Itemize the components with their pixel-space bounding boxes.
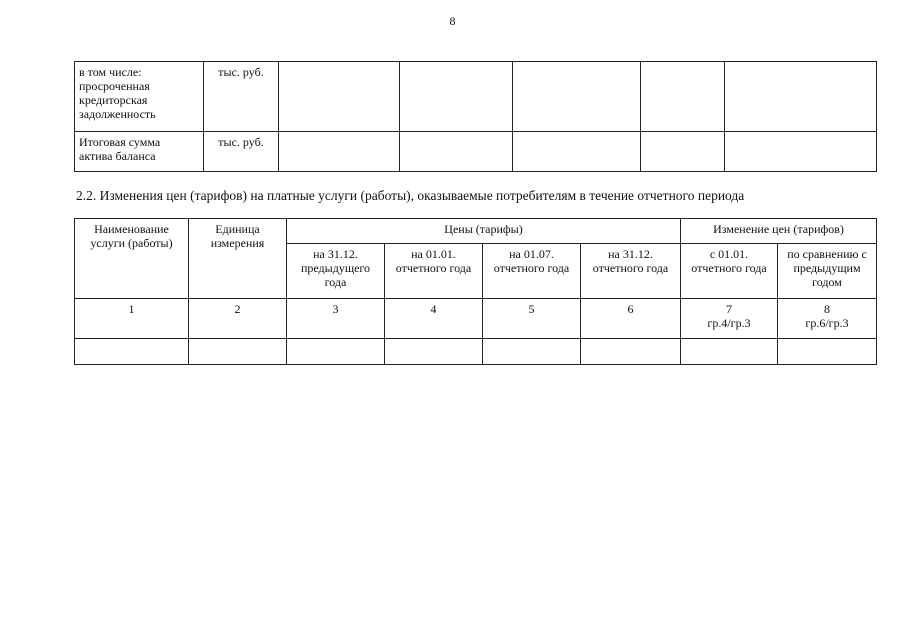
column-formula: гр.6/гр.3 [805,316,849,330]
header-line: с 01.01. [709,247,749,261]
empty-cell [778,339,877,365]
prices-table [74,218,877,365]
empty-cell [681,339,778,365]
column-number-row [75,299,877,339]
label-line: просроченная [79,79,150,93]
header-change-group: Изменение цен (тарифов) [681,219,877,244]
header-line: на 01.07. [509,247,554,261]
empty-cell [400,62,513,132]
empty-cell [725,62,877,132]
header-line: отчетного года [395,261,472,275]
header-line: отчетного года [493,261,570,275]
empty-cell [725,132,877,172]
header-change-col [681,244,778,299]
column-number [778,299,877,339]
header-line: на 31.12. [313,247,358,261]
page-number: 8 [449,14,456,28]
column-number [75,299,189,339]
balance-table [74,61,877,172]
table-row [75,339,877,365]
empty-cell [581,339,681,365]
header-line: отчетного года [691,261,767,275]
column-number-text: 7 [726,302,733,316]
header-unit [189,219,287,299]
column-number-text: 1 [128,302,135,316]
header-price-col [385,244,483,299]
column-number [483,299,581,339]
header-line: годом [812,275,842,289]
column-number-text: 6 [627,302,634,316]
empty-cell [189,339,287,365]
column-number-text: 5 [528,302,535,316]
header-price-col [581,244,681,299]
header-change-col [778,244,877,299]
column-number [581,299,681,339]
unit-cell: тыс. руб. [204,62,279,132]
section-heading: 2.2. Изменения цен (тарифов) на платные услуги (работы), оказываемые потребителям в течение отчетного периода [76,188,745,203]
header-prices-group: Цены (тарифы) [287,219,681,244]
header-line: предыдущего [300,261,371,275]
label-line: в том числе: [79,65,142,79]
label-line: актива баланса [79,149,156,163]
empty-cell [287,339,385,365]
column-number-text: 3 [332,302,339,316]
column-number [385,299,483,339]
header-line: Наименование [94,222,169,236]
header-line: по сравнению с [787,247,867,261]
column-number-text: 8 [824,302,831,316]
table-header-row [75,219,877,244]
empty-cell [279,62,400,132]
column-number-text: 2 [234,302,241,316]
empty-cell [513,132,641,172]
header-line: на 01.01. [411,247,456,261]
column-number [287,299,385,339]
header-line: предыдущим [793,261,861,275]
unit-cell: тыс. руб. [204,132,279,172]
header-line: года [324,275,347,289]
row-label [75,132,204,172]
label-line: кредиторская [79,93,148,107]
header-line: отчетного года [592,261,669,275]
empty-cell [513,62,641,132]
column-number-text: 4 [430,302,437,316]
header-service [75,219,189,299]
row-label [75,62,204,132]
empty-cell [641,132,725,172]
column-number [189,299,287,339]
table-row [75,132,877,172]
label-line: задолженность [79,107,156,121]
header-line: услуги (работы) [90,236,173,250]
empty-cell [400,132,513,172]
header-line: на 31.12. [608,247,653,261]
header-line: измерения [210,236,265,250]
column-number [681,299,778,339]
empty-cell [483,339,581,365]
label-line: Итоговая сумма [79,135,161,149]
header-line: Единица [215,222,260,236]
empty-cell [75,339,189,365]
header-price-col [483,244,581,299]
table-row [75,62,877,132]
header-price-col [287,244,385,299]
empty-cell [385,339,483,365]
column-formula: гр.4/гр.3 [707,316,751,330]
empty-cell [641,62,725,132]
empty-cell [279,132,400,172]
